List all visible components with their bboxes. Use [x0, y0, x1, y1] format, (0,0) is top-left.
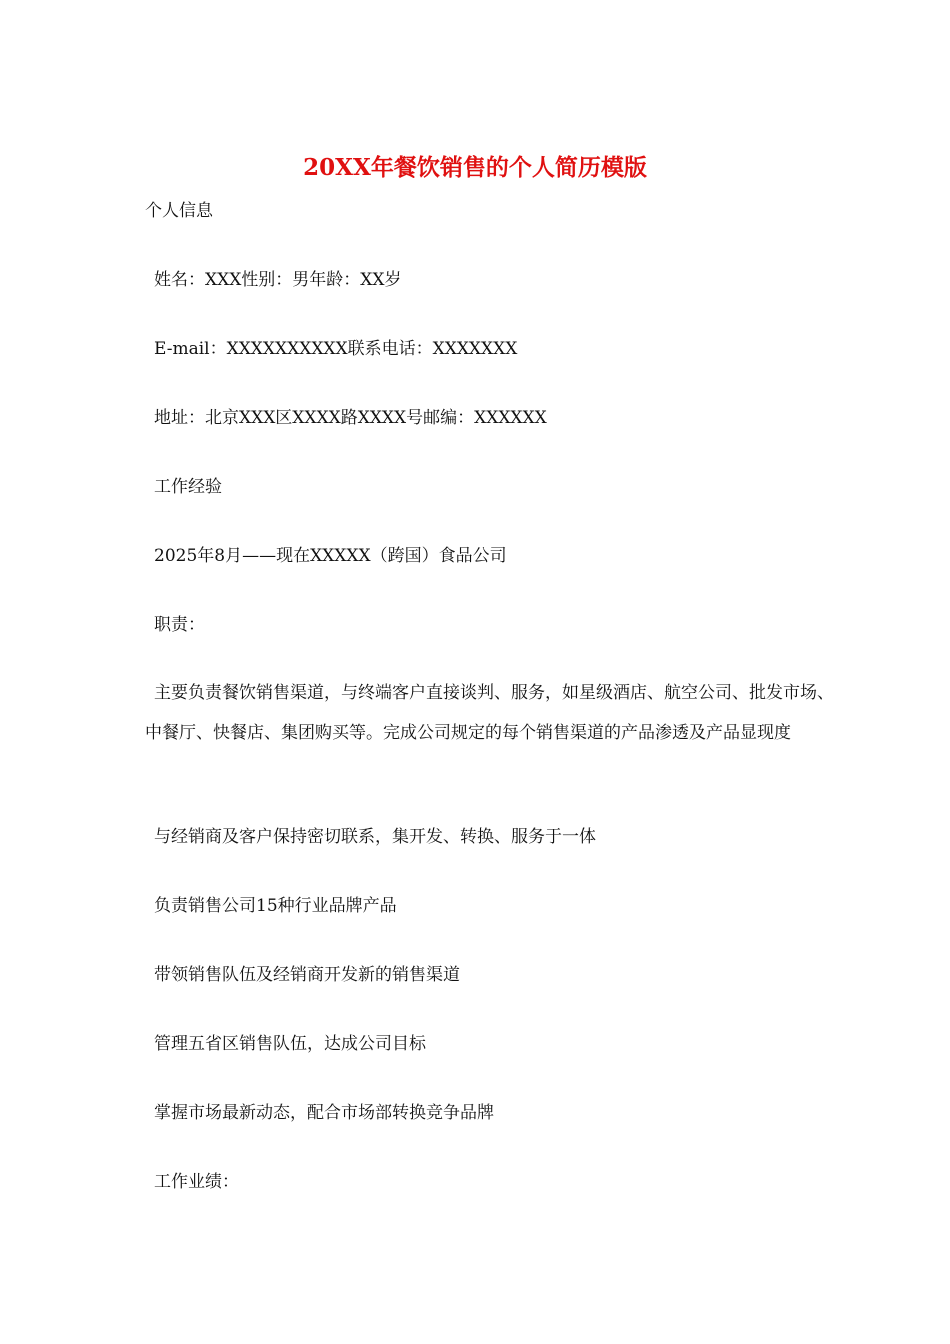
- personal-name-gender-age: 姓名：XXX性别：男年龄：XX岁: [154, 270, 402, 290]
- duties-label: 职责：: [154, 615, 205, 635]
- personal-email-phone: E-mail：XXXXXXXXXX联系电话：XXXXXXX: [154, 339, 518, 359]
- duty-item: 管理五省区销售队伍，达成公司目标: [154, 1034, 426, 1054]
- section-heading-personal-info: 个人信息: [145, 201, 213, 221]
- achievements-label: 工作业绩：: [154, 1172, 239, 1192]
- duty-item: 掌握市场最新动态，配合市场部转换竞争品牌: [154, 1103, 494, 1123]
- job-period: 2025年8月——现在XXXXX（跨国）食品公司: [154, 546, 507, 566]
- duty-item: 负责销售公司15种行业品牌产品: [154, 896, 397, 916]
- duty-item: 带领销售队伍及经销商开发新的销售渠道: [154, 965, 460, 985]
- duty-item: 与经销商及客户保持密切联系，集开发、转换、服务于一体: [154, 827, 596, 847]
- duty-item: 主要负责餐饮销售渠道，与终端客户直接谈判、服务，如星级酒店、航空公司、批发市场、中餐厅、快餐店、集团购买等。完成公司规定的每个销售渠道的产品渗透及产品显现度: [145, 683, 834, 743]
- personal-address: 地址：北京XXX区XXXX路XXXX号邮编：XXXXXX: [154, 408, 547, 428]
- document-title: 20XX年餐饮销售的个人简历模版: [303, 154, 647, 181]
- section-heading-work-experience: 工作经验: [154, 477, 222, 497]
